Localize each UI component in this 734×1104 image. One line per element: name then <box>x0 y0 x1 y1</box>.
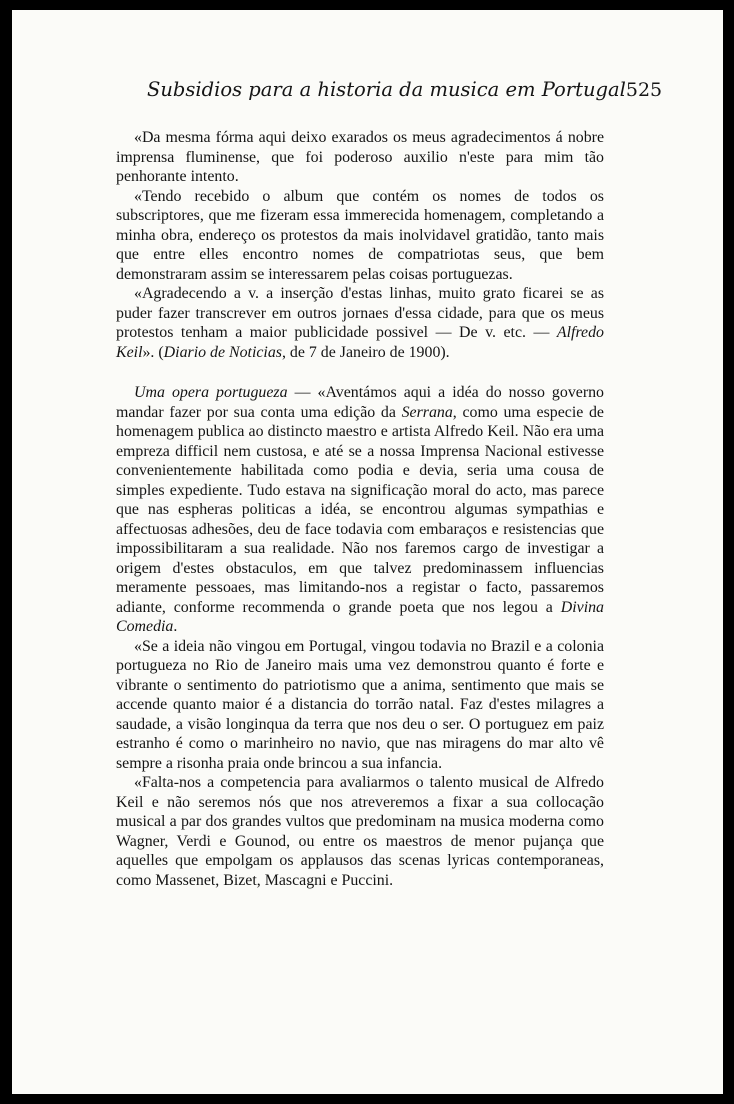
work-title: Divina Comedia <box>116 598 604 635</box>
page-number: 525 <box>625 79 663 101</box>
text-segment: , de 7 de Janeiro de 1900). <box>281 343 450 361</box>
author-name: Alfredo Keil <box>116 324 604 361</box>
newspaper-title: Diario de Noticias <box>163 343 282 361</box>
text-segment: «Falta-nos a competencia para avaliarmos o talento musical de Alfredo Keil e não seremos nós que nos atreveremos a fixar a sua collocação musical a par dos grandes vultos que predominam na musica moderna como Wagner, Verdi e Gounod, ou entre os maestros de menor pujança que aquelles que empolgam os applausos das scenas lyricas contemporaneas, como Massenet, Bizet, Mascagni e Puccini. <box>116 774 604 889</box>
running-title: Subsidios para a historia da musica em Portugal <box>147 78 626 101</box>
text-segment: . <box>173 618 178 635</box>
text-segment: «Tendo recebido o album que contém os nomes de todos os subscriptores, que me fizeram essa immerecida homenagem, completando a minha obra, endereço os protestos da mais inolvidavel gratidão, tanto mais que entre elles encontro nomes de compatriotas seus, que bem demonstraram assim se interessarem pelas coisas portuguezas. <box>116 187 604 283</box>
section-title: Uma opera portugueza <box>134 384 288 401</box>
body-text <box>116 128 604 890</box>
paragraph-3 <box>116 284 604 362</box>
paragraph-4 <box>116 383 604 637</box>
text-segment: ». ( <box>142 343 164 361</box>
text-segment: — «Aventámos aqui a idéa do nosso governo mandar fazer por sua conta uma edição da <box>116 384 604 421</box>
text-segment: «Agradecendo a v. a inserção d'estas linhas, muito grato ficarei se as puder fazer transcrever em outros jornaes d'essa cidade, para que os meus protestos tenham a maior publicidade possivel — De v. etc. — <box>116 285 604 341</box>
paragraph-2 <box>116 187 604 285</box>
paragraph-5 <box>116 637 604 774</box>
text-segment: «Se a ideia não vingou em Portugal, vingou todavia no Brazil e a colonia portugueza no Rio de Janeiro mais uma vez demonstrou quanto é forte e vibrante o sentimento do patriotismo que a anima, sentimento que mais se accende quanto maior é a distancia do torrão natal. Faz d'estes milagres a saudade, a visão longinqua da terra que nos deu o ser. O portuguez em paiz estranho é como o marinheiro no navio, que nas miragens do mar alto vê sempre a risonha praia onde brincou a sua infancia. <box>116 637 604 772</box>
opera-title: Serrana <box>401 403 453 421</box>
text-segment: , como uma especie de homenagem publica ao distincto maestro e artista Alfredo Keil. Não era uma empreza difficil nem custosa, e até se a nossa Imprensa Nacional estivesse convenientemente habilitada como podia e devia, seria uma cousa de simples expediente. Tudo estava na significação moral do acto, mas parece que nas espheras politicas a idéa, se encontrou algumas sympathias e affectuosas adhesões, deu de face todavia com embaraços e resistencias que impossibilitaram a sua realidade. Não nos faremos cargo de investigar a origem d'estes obstaculos, em que talvez predominassem influencias meramente pessoaes, mas limitando-nos a registar o facto, passaremos adiante, conforme recommenda o grande poeta que nos legou a <box>116 403 604 616</box>
paragraph-6 <box>116 773 604 890</box>
running-header <box>147 78 663 101</box>
paragraph-1 <box>116 128 604 187</box>
text-segment: «Da mesma fórma aqui deixo exarados os meus agradecimentos á nobre imprensa fluminense, que foi poderoso auxilio n'este para mim tão penhorante intento. <box>116 129 604 185</box>
book-page <box>12 10 723 1094</box>
